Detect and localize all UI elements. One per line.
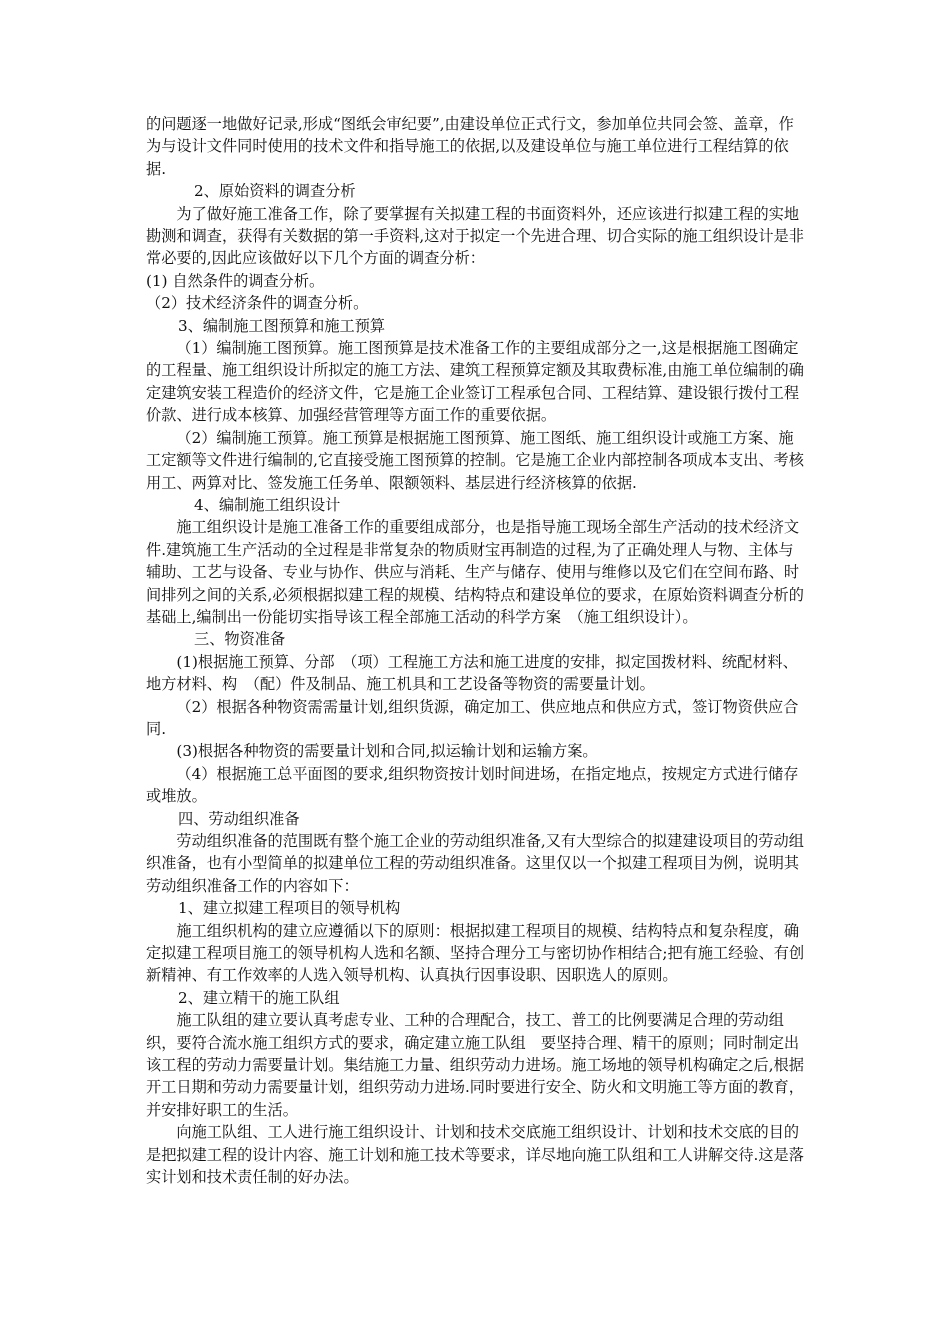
heading-labor-prep: 四、劳动组织准备 — [178, 809, 300, 828]
paragraph-material-2: （2）根据各种物资需需量计划,组织货源，确定加工、供应地点和供应方式，签订物资供应合同. — [146, 697, 799, 738]
heading-work-teams: 2、建立精干的施工队组 — [178, 988, 340, 1007]
heading-budget: 3、编制施工图预算和施工预算 — [178, 316, 386, 335]
list-item-natural-conditions: (1) 自然条件的调查分析。 — [146, 271, 325, 290]
list-item-tech-economic: （2）技术经济条件的调查分析。 — [146, 294, 369, 313]
paragraph-labor-intro: 劳动组织准备的范围既有整个施工企业的劳动组织准备,又有大型综合的拟建建设项目的劳动组织准备，也有小型简单的拟建单位工程的劳动组织准备。这里仅以一个拟建工程项目为例，说明其劳动组织准备工作的内容如下： — [146, 832, 804, 895]
paragraph-material-3: (3)根据各种物资的需要量计划和合同,拟运输计划和运输方案。 — [176, 742, 598, 761]
paragraph-briefing: 向施工队组、工人进行施工组织设计、计划和技术交底施工组织设计、计划和技术交底的目的是把拟建工程的设计内容、施工计划和施工技术等要求，详尽地向施工队组和工人讲解交待.这是落实计划和技术责任制的好办法。 — [146, 1123, 804, 1187]
paragraph-drawing-budget: （1）编制施工图预算。施工图预算是技术准备工作的主要组成部分之一,这是根据施工图确定的工程量、施工组织设计所拟定的施工方法、建筑工程预算定额及其取费标准,由施工单位编制的确定建筑安装工程造价的经济文件，它是施工企业签订工程承包合同、工程结算、建设银行拨付工程价款、进行成本核算、加强经营管理等方面工作的重要依据。 — [146, 339, 804, 425]
paragraph-leadership: 施工组织机构的建立应遵循以下的原则：根据拟建工程项目的规模、结构特点和复杂程度，确定拟建工程项目施工的领导机构人选和名额、坚持合理分工与密切协作相结合;把有施工经验、有创新精神、有工作效率的人选入领导机构、认真执行因事设职、因职选人的原则。 — [146, 921, 805, 985]
heading-material-prep: 三、物资准备 — [194, 630, 286, 649]
document-page — [146, 113, 806, 1189]
paragraph-construction-budget: （2）编制施工预算。施工预算是根据施工图预算、施工图纸、施工组织设计或施工方案、施工定额等文件进行编制的,它直接受施工图预算的控制。它是施工企业内部控制各项成本支出、考核用工、两算对比、签发施工任务单、限额领料、基层进行经济核算的依据. — [146, 428, 804, 492]
heading-raw-data-survey: 2、原始资料的调查分析 — [194, 182, 356, 201]
paragraph-material-1: (1)根据施工预算、分部 （项）工程施工方法和施工进度的安排，拟定国拨材料、统配材料、地方材料、构 （配）件及制品、施工机具和工艺设备等物资的需要量计划。 — [146, 652, 798, 694]
paragraph-drawing-review: 的问题逐一地做好记录,形成“图纸会审纪要”,由建设单位正式行文，参加单位共同会签、盖章，作为与设计文件同时使用的技术文件和指导施工的依据,以及建设单位与施工单位进行工程结算的依据. — [146, 115, 794, 178]
paragraph-organization-design: 施工组织设计是施工准备工作的重要组成部分，也是指导施工现场全部生产活动的技术经济文件.建筑施工生产活动的全过程是非常复杂的物质财宝再制造的过程,为了正确处理人与物、主体与辅助、工艺与设备、专业与协作、供应与消耗、生产与储存、使用与维修以及它们在空间布路、时间排列之间的关系,必须根据拟建工程的规模、结构特点和建设单位的要求，在原始资料调查分析的基础上,编制出一份能切实指导该工程全部施工活动的科学方案 （施工组织设计）。 — [146, 518, 804, 626]
heading-organization-design: 4、编制施工组织设计 — [194, 495, 341, 514]
paragraph-work-teams: 施工队组的建立要认真考虑专业、工种的合理配合，技工、普工的比例要满足合理的劳动组织，要符合流水施工组织方式的要求，确定建立施工队组 要坚持合理、精干的原则；同时制定出该工程的劳动力需要量计划。集结施工力量、组织劳动力进场。施工场地的领导机构确定之后,根据开工日期和劳动力需要量计划，组织劳动力进场.同时要进行安全、防火和文明施工等方面的教育，并安排好职工的生活。 — [146, 1011, 804, 1119]
heading-leadership: 1、建立拟建工程项目的领导机构 — [178, 899, 401, 918]
paragraph-survey-intro: 为了做好施工准备工作，除了要掌握有关拟建工程的书面资料外，还应该进行拟建工程的实地勘测和调查，获得有关数据的第一手资料,这对于拟定一个先进合理、切合实际的施工组织设计是非常必要的,因此应该做好以下几个方面的调查分析： — [146, 204, 804, 268]
paragraph-material-4: （4）根据施工总平面图的要求,组织物资按计划时间进场，在指定地点，按规定方式进行储存或堆放。 — [146, 764, 799, 806]
